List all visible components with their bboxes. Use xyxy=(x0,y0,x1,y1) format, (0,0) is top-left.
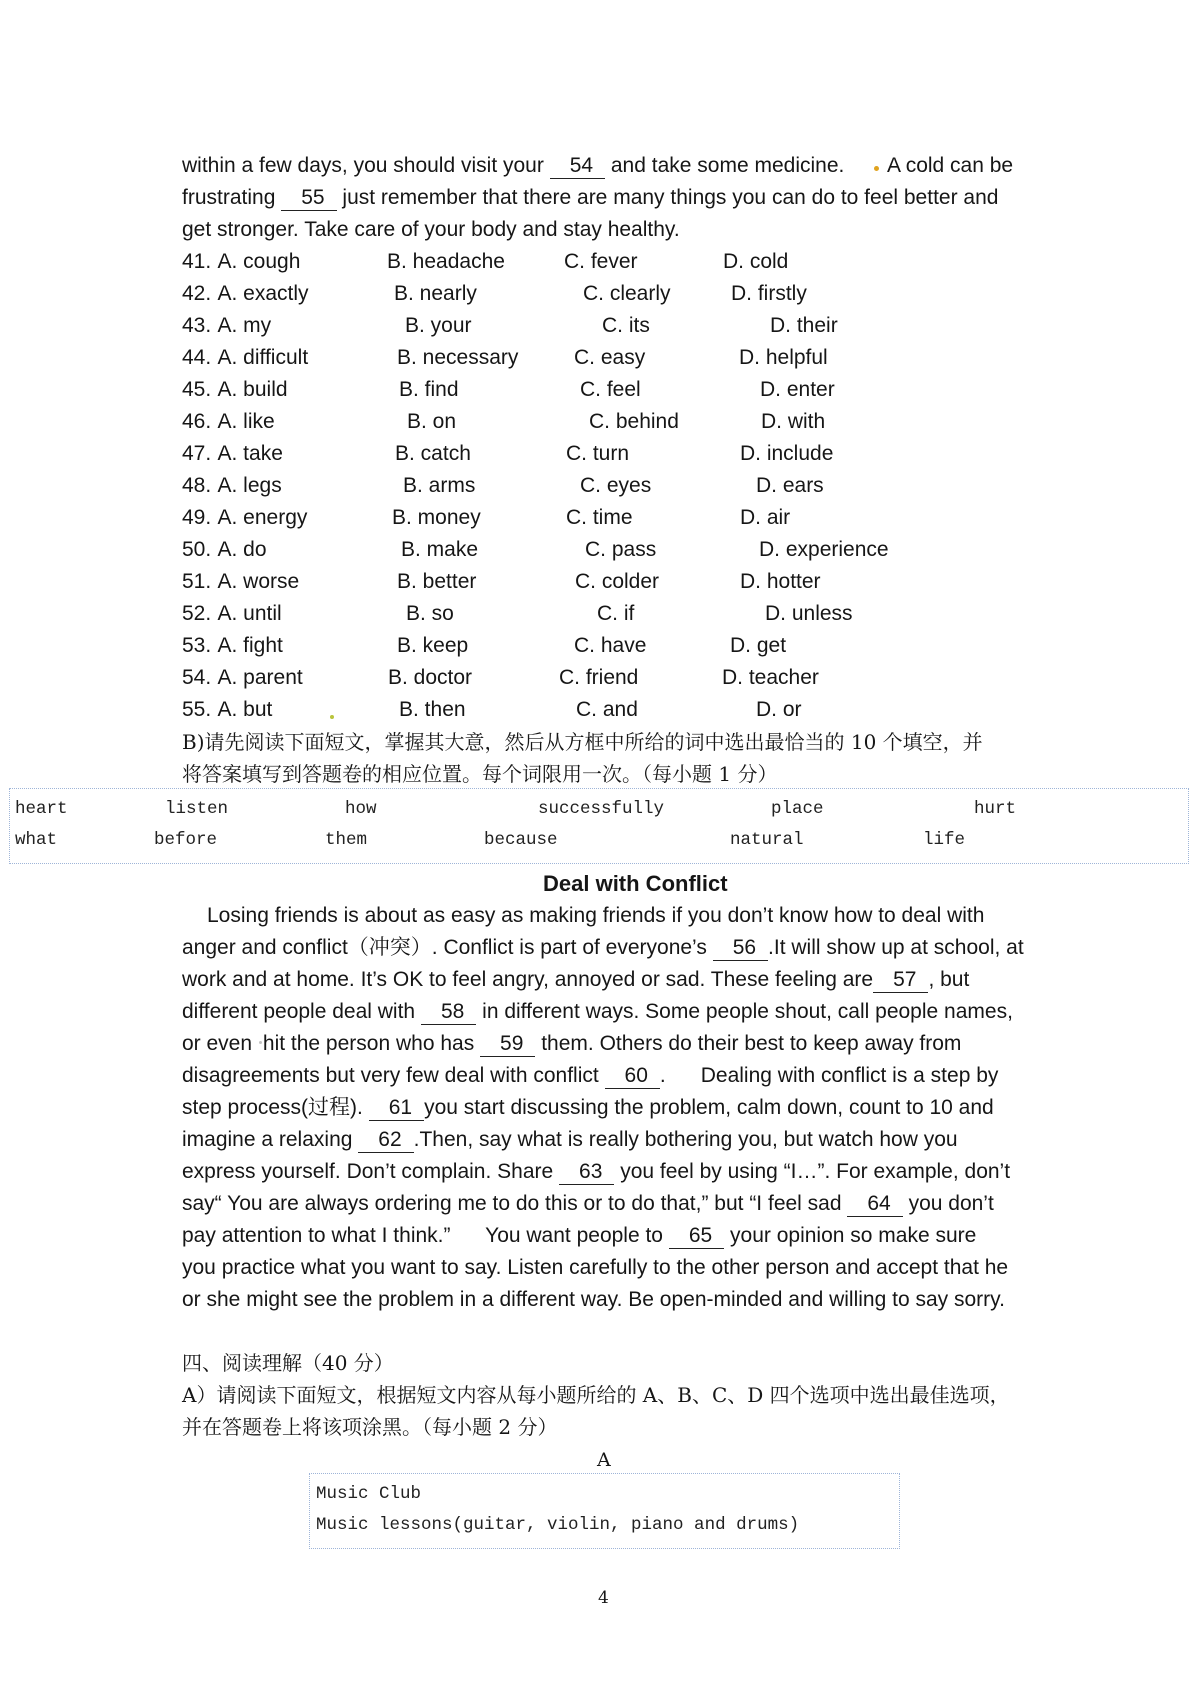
option-a xyxy=(182,342,308,374)
section-four-instructions xyxy=(182,1347,1010,1443)
question-row xyxy=(182,662,1042,694)
option-b: B. better xyxy=(397,570,477,593)
text-line xyxy=(182,932,1024,964)
text-segment: disagreements but very few deal with conflict xyxy=(182,1064,605,1087)
text-segment: and take some medicine. xyxy=(605,154,845,177)
option-a xyxy=(182,438,283,470)
question-row xyxy=(182,246,1042,278)
passage-title: Deal with Conflict xyxy=(543,871,728,896)
answer-blank: 54 xyxy=(550,154,605,179)
text-segment: frustrating xyxy=(182,186,282,209)
text-segment: get stronger. Take care of your body and stay healthy. xyxy=(182,218,680,241)
word-bank-word: successfully xyxy=(538,799,665,819)
text-segment: anger and conflict（冲突）. Conflict is part of everyone’s xyxy=(182,936,713,959)
option-b: B. headache xyxy=(387,250,505,273)
instruction-line: 并在答题卷上将该项涂黑。（每小题 2 分） xyxy=(182,1415,558,1439)
text-line xyxy=(182,1060,1024,1092)
question-number: 44. xyxy=(182,346,212,369)
question-row xyxy=(182,566,1042,598)
answer-blank: 59 xyxy=(480,1032,535,1057)
question-row xyxy=(182,374,1042,406)
option-d: D. their xyxy=(770,314,838,337)
word-bank-row xyxy=(10,825,1188,856)
option-a xyxy=(182,502,307,534)
option-c: C. time xyxy=(566,506,633,529)
option-d: D. with xyxy=(761,410,826,433)
option-c: C. friend xyxy=(559,666,639,689)
answer-blank: 61 xyxy=(369,1096,424,1121)
option-d: D. firstly xyxy=(731,282,807,305)
text-line xyxy=(182,1284,1024,1316)
music-lessons-line: Music lessons(guitar, violin, piano and drums) xyxy=(316,1515,800,1535)
text-segment: pay attention to what I think.” You want people to xyxy=(182,1224,669,1247)
question-row xyxy=(182,310,1042,342)
text-segment: different people deal with xyxy=(182,1000,421,1023)
option-d: D. helpful xyxy=(739,346,828,369)
text-line xyxy=(182,964,1024,996)
option-c: C. turn xyxy=(566,442,630,465)
word-bank-word: because xyxy=(484,830,558,850)
option-d: D. enter xyxy=(760,378,835,401)
option-a xyxy=(182,278,309,310)
word-bank-word: natural xyxy=(730,830,804,850)
question-number: 41. xyxy=(182,250,212,273)
instruction-line: B)请先阅读下面短文，掌握其大意，然后从方框中所给的词中选出最恰当的 10 个填空，并 xyxy=(182,730,983,754)
text-segment: , but xyxy=(928,968,970,991)
option-d: D. include xyxy=(740,442,834,465)
answer-blank: 64 xyxy=(847,1192,902,1217)
question-number: 48. xyxy=(182,474,212,497)
text-segment: just remember that there are many things you can do to feel better and xyxy=(336,186,999,209)
option-b: B. on xyxy=(407,410,457,433)
answer-blank: 55 xyxy=(281,186,336,211)
word-bank-word: hurt xyxy=(974,799,1017,819)
text-line xyxy=(182,1028,1024,1060)
question-number: 53. xyxy=(182,634,212,657)
option-a xyxy=(182,246,300,278)
question-row xyxy=(182,502,1042,534)
option-d: D. air xyxy=(740,506,791,529)
answer-blank: 63 xyxy=(559,1160,614,1185)
option-d: D. experience xyxy=(759,538,889,561)
option-d: D. hotter xyxy=(740,570,821,593)
option-a xyxy=(182,470,282,502)
text-segment: them. Others do their best to keep away from xyxy=(535,1032,962,1055)
text-line xyxy=(182,1124,1024,1156)
option-b: B. so xyxy=(406,602,454,625)
text-line xyxy=(182,1252,1024,1284)
scan-mark-dot xyxy=(259,1041,262,1044)
choice-text: A. but xyxy=(217,698,273,721)
answer-blank: 58 xyxy=(421,1000,476,1025)
option-b: B. money xyxy=(392,506,481,529)
answer-blank: 62 xyxy=(358,1128,413,1153)
option-b: B. make xyxy=(401,538,479,561)
question-row xyxy=(182,278,1042,310)
option-b: B. find xyxy=(399,378,459,401)
option-c: C. behind xyxy=(589,410,679,433)
music-club-title: Music Club xyxy=(316,1484,422,1504)
text-line xyxy=(182,900,1024,932)
question-row xyxy=(182,342,1042,374)
choice-text: A. difficult xyxy=(217,346,309,369)
section-heading: 四、阅读理解（40 分） xyxy=(182,1351,394,1375)
question-number: 54. xyxy=(182,666,212,689)
text-line xyxy=(182,996,1024,1028)
question-row xyxy=(182,630,1042,662)
option-d: D. cold xyxy=(723,250,789,273)
instruction-line: 将答案填写到答题卷的相应位置。每个词限用一次。（每小题 1 分） xyxy=(182,762,778,786)
option-b: B. your xyxy=(405,314,472,337)
choice-text: A. do xyxy=(217,538,267,561)
option-c: C. if xyxy=(597,602,635,625)
choice-text: A. fight xyxy=(217,634,283,657)
option-d: D. unless xyxy=(765,602,853,625)
question-row xyxy=(182,694,1042,726)
text-segment: imagine a relaxing xyxy=(182,1128,359,1151)
choice-text: A. exactly xyxy=(217,282,309,305)
question-number: 51. xyxy=(182,570,212,593)
option-c: C. pass xyxy=(585,538,657,561)
question-number: 52. xyxy=(182,602,212,625)
text-line xyxy=(182,1220,1024,1252)
word-bank-word: listen xyxy=(165,799,229,819)
text-segment: work and at home. It’s OK to feel angry, annoyed or sad. These feeling are xyxy=(182,968,874,991)
text-line xyxy=(182,1188,1024,1220)
question-number: 42. xyxy=(182,282,212,305)
option-b: B. doctor xyxy=(388,666,473,689)
instruction-line: A）请阅读下面短文，根据短文内容从每小题所给的 A、B、C、D 四个选项中选出最佳选项， xyxy=(182,1383,1010,1407)
text-segment: .It will show up at school, at xyxy=(768,936,1024,959)
text-a-heading: A xyxy=(597,1449,611,1471)
option-c: C. feel xyxy=(580,378,641,401)
answer-blank: 56 xyxy=(713,936,768,961)
text-segment: or even xyxy=(182,1032,258,1055)
music-club-box xyxy=(309,1473,900,1549)
option-a xyxy=(182,534,267,566)
word-bank-word: heart xyxy=(15,799,68,819)
choice-text: A. worse xyxy=(217,570,300,593)
option-a xyxy=(182,662,303,694)
word-bank-word: them xyxy=(325,830,368,850)
option-a xyxy=(182,598,282,630)
choice-text: A. build xyxy=(217,378,288,401)
option-c: C. and xyxy=(576,698,638,721)
text-segment: hit the person who has xyxy=(262,1032,481,1055)
choice-text: A. like xyxy=(217,410,275,433)
scan-mark-dot xyxy=(874,166,879,171)
choice-text: A. energy xyxy=(217,506,308,529)
option-c: C. easy xyxy=(574,346,646,369)
answer-blank: 60 xyxy=(605,1064,660,1089)
question-row xyxy=(182,406,1042,438)
question-number: 47. xyxy=(182,442,212,465)
question-number: 43. xyxy=(182,314,212,337)
choice-text: A. cough xyxy=(217,250,301,273)
answer-blank: 57 xyxy=(873,968,928,993)
text-segment: within a few days, you should visit your xyxy=(182,154,550,177)
text-segment: you feel by using “I…”. For example, don’t xyxy=(614,1160,1011,1183)
answer-blank: 65 xyxy=(669,1224,724,1249)
text-segment: your opinion so make sure xyxy=(724,1224,977,1247)
text-line xyxy=(182,1156,1024,1188)
option-b: B. then xyxy=(399,698,466,721)
option-a xyxy=(182,406,275,438)
question-row xyxy=(182,534,1042,566)
question-row xyxy=(182,598,1042,630)
text-segment: or she might see the problem in a different way. Be open-minded and willing to say sorry. xyxy=(182,1288,1005,1311)
question-number: 45. xyxy=(182,378,212,401)
option-d: D. get xyxy=(730,634,787,657)
word-bank-word: before xyxy=(154,830,218,850)
text-segment: in different ways. Some people shout, call people names, xyxy=(476,1000,1013,1023)
text-segment: Losing friends is about as easy as making friends if you don’t know how to deal with xyxy=(207,904,985,927)
choice-text: A. parent xyxy=(217,666,303,689)
text-line xyxy=(182,1092,1024,1124)
question-number: 46. xyxy=(182,410,212,433)
question-row xyxy=(182,438,1042,470)
option-a xyxy=(182,694,272,726)
text-segment: . Dealing with conflict is a step by xyxy=(659,1064,999,1087)
text-segment: step process(过程). xyxy=(182,1096,369,1119)
page-number: 4 xyxy=(598,1588,609,1608)
text-segment: .Then, say what is really bothering you, but watch how you xyxy=(413,1128,958,1151)
text-segment: you practice what you want to say. Listen carefully to the other person and accept that he xyxy=(182,1256,1009,1279)
option-b: B. nearly xyxy=(394,282,477,305)
choice-text: A. legs xyxy=(217,474,282,497)
cloze-options-list xyxy=(182,246,1042,726)
option-a xyxy=(182,566,299,598)
option-c: C. colder xyxy=(575,570,660,593)
choice-text: A. until xyxy=(217,602,282,625)
option-b: B. catch xyxy=(395,442,471,465)
scan-mark-dot xyxy=(330,715,334,719)
choice-text: A. my xyxy=(217,314,272,337)
reading-passage xyxy=(182,900,1024,1316)
word-bank-box xyxy=(9,788,1189,864)
text-segment: you don’t xyxy=(902,1192,994,1215)
text-line xyxy=(182,150,1013,182)
word-bank-word: place xyxy=(771,799,824,819)
question-number: 50. xyxy=(182,538,212,561)
option-c: C. eyes xyxy=(580,474,652,497)
option-b: B. arms xyxy=(403,474,476,497)
choice-text: A. take xyxy=(217,442,283,465)
word-bank-row xyxy=(10,794,1188,825)
text-line xyxy=(182,214,1013,246)
word-bank-word: how xyxy=(345,799,377,819)
word-bank-word: life xyxy=(923,830,966,850)
text-line xyxy=(182,182,1013,214)
section-b-instructions xyxy=(182,726,983,790)
question-number: 55. xyxy=(182,698,212,721)
text-segment: A cold can be xyxy=(882,154,1014,177)
option-a xyxy=(182,630,283,662)
word-bank-word: what xyxy=(15,830,58,850)
option-c: C. its xyxy=(602,314,650,337)
option-c: C. have xyxy=(574,634,647,657)
option-a xyxy=(182,310,271,342)
text-segment: say“ You are always ordering me to do this or to do that,” but “I feel sad xyxy=(182,1192,848,1215)
text-segment: express yourself. Don’t complain. Share xyxy=(182,1160,560,1183)
option-d: D. ears xyxy=(756,474,824,497)
option-d: D. teacher xyxy=(722,666,819,689)
option-d: D. or xyxy=(756,698,802,721)
cloze-passage-ending xyxy=(182,150,1013,246)
option-a xyxy=(182,374,288,406)
text-segment: you start discussing the problem, calm down, count to 10 and xyxy=(424,1096,994,1119)
option-c: C. clearly xyxy=(583,282,671,305)
question-row xyxy=(182,470,1042,502)
option-b: B. keep xyxy=(397,634,469,657)
option-c: C. fever xyxy=(564,250,638,273)
question-number: 49. xyxy=(182,506,212,529)
option-b: B. necessary xyxy=(397,346,519,369)
